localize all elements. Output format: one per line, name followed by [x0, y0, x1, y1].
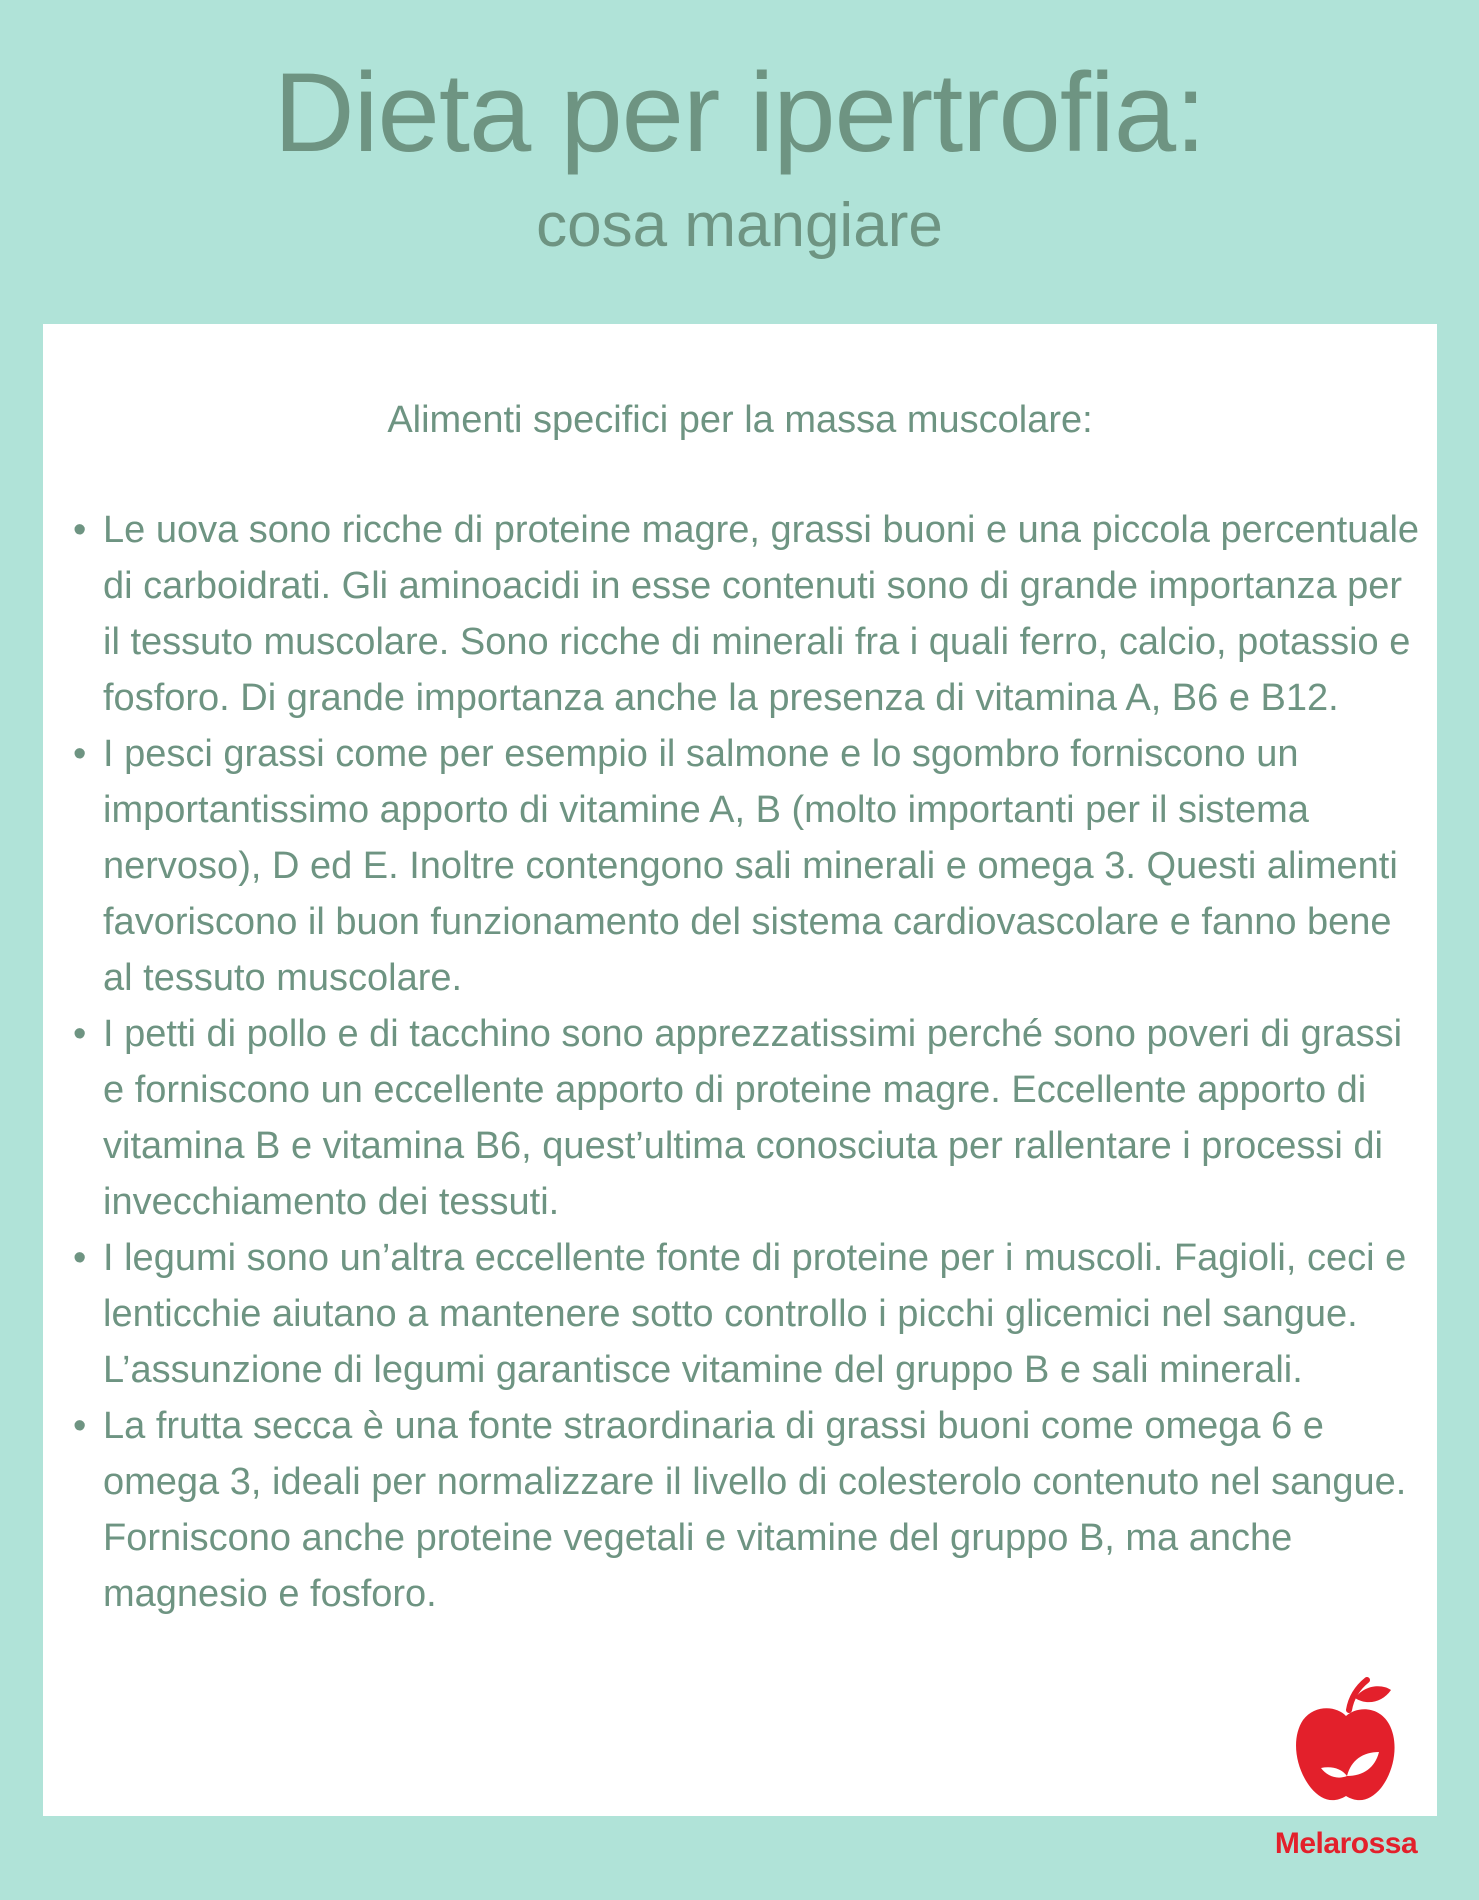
melarossa-logo [1256, 1676, 1436, 1876]
brand-name: Melarossa [1274, 1827, 1418, 1860]
list-item-eggs [73, 502, 1423, 726]
list-item-fatty-fish [73, 726, 1423, 1006]
list-item-text: I legumi sono un’altra eccellente fonte di proteine per i muscoli. Fagioli, ceci e lenticchie aiutano a mantenere sotto controllo i picchi glicemici nel sangue. L’assunzione di legumi garantisce vitamine del gruppo B e sali minerali. [103, 1237, 1407, 1391]
bullet: • [73, 509, 87, 551]
list-item-nuts [73, 1398, 1423, 1622]
list-item-poultry [73, 1006, 1423, 1230]
bullet: • [73, 1237, 87, 1279]
list-item-text: La frutta secca è una fonte straordinaria di grassi buoni come omega 6 e omega 3, ideali per normalizzare il livello di colesterolo contenuto nel sangue. Forniscono anche proteine vegetali e vitamine del gruppo B, ma anche magnesio e fosforo. [103, 1405, 1407, 1615]
content-card [43, 324, 1437, 1816]
section-heading: Alimenti specifici per la massa muscolare: [387, 399, 1093, 441]
list-item-text: I petti di pollo e di tacchino sono apprezzatissimi perché sono poveri di grassi e forniscono un eccellente apporto di proteine magre. Eccellente apporto di vitamina B e vitamina B6, quest’ultima conosciuta per rallentare i processi di invecchiamento dei tessuti. [103, 1013, 1403, 1223]
bullet: • [73, 733, 87, 775]
food-list [73, 502, 1423, 1622]
page-title: Dieta per ipertrofia: [273, 50, 1206, 175]
list-item-text: Le uova sono ricche di proteine magre, grassi buoni e una piccola percentuale di carboidrati. Gli aminoacidi in esse contenuti sono di grande importanza per il tessuto muscolare. Sono ricche di minerali fra i quali ferro, calcio, potassio e fosforo. Di grande importanza anche la presenza di vitamina A, B6 e B12. [103, 509, 1420, 719]
bullet: • [73, 1013, 87, 1055]
list-item-legumes [73, 1230, 1423, 1398]
apple-icon [1291, 1676, 1401, 1806]
page-subtitle: cosa mangiare [536, 191, 943, 260]
bullet: • [73, 1405, 87, 1447]
list-item-text: I pesci grassi come per esempio il salmone e lo sgombro forniscono un importantissimo apporto di vitamine A, B (molto importanti per il sistema nervoso), D ed E. Inoltre contengono sali minerali e omega 3. Questi alimenti favoriscono il buon funzionamento del sistema cardiovascolare e fanno bene al tessuto muscolare. [103, 733, 1398, 999]
